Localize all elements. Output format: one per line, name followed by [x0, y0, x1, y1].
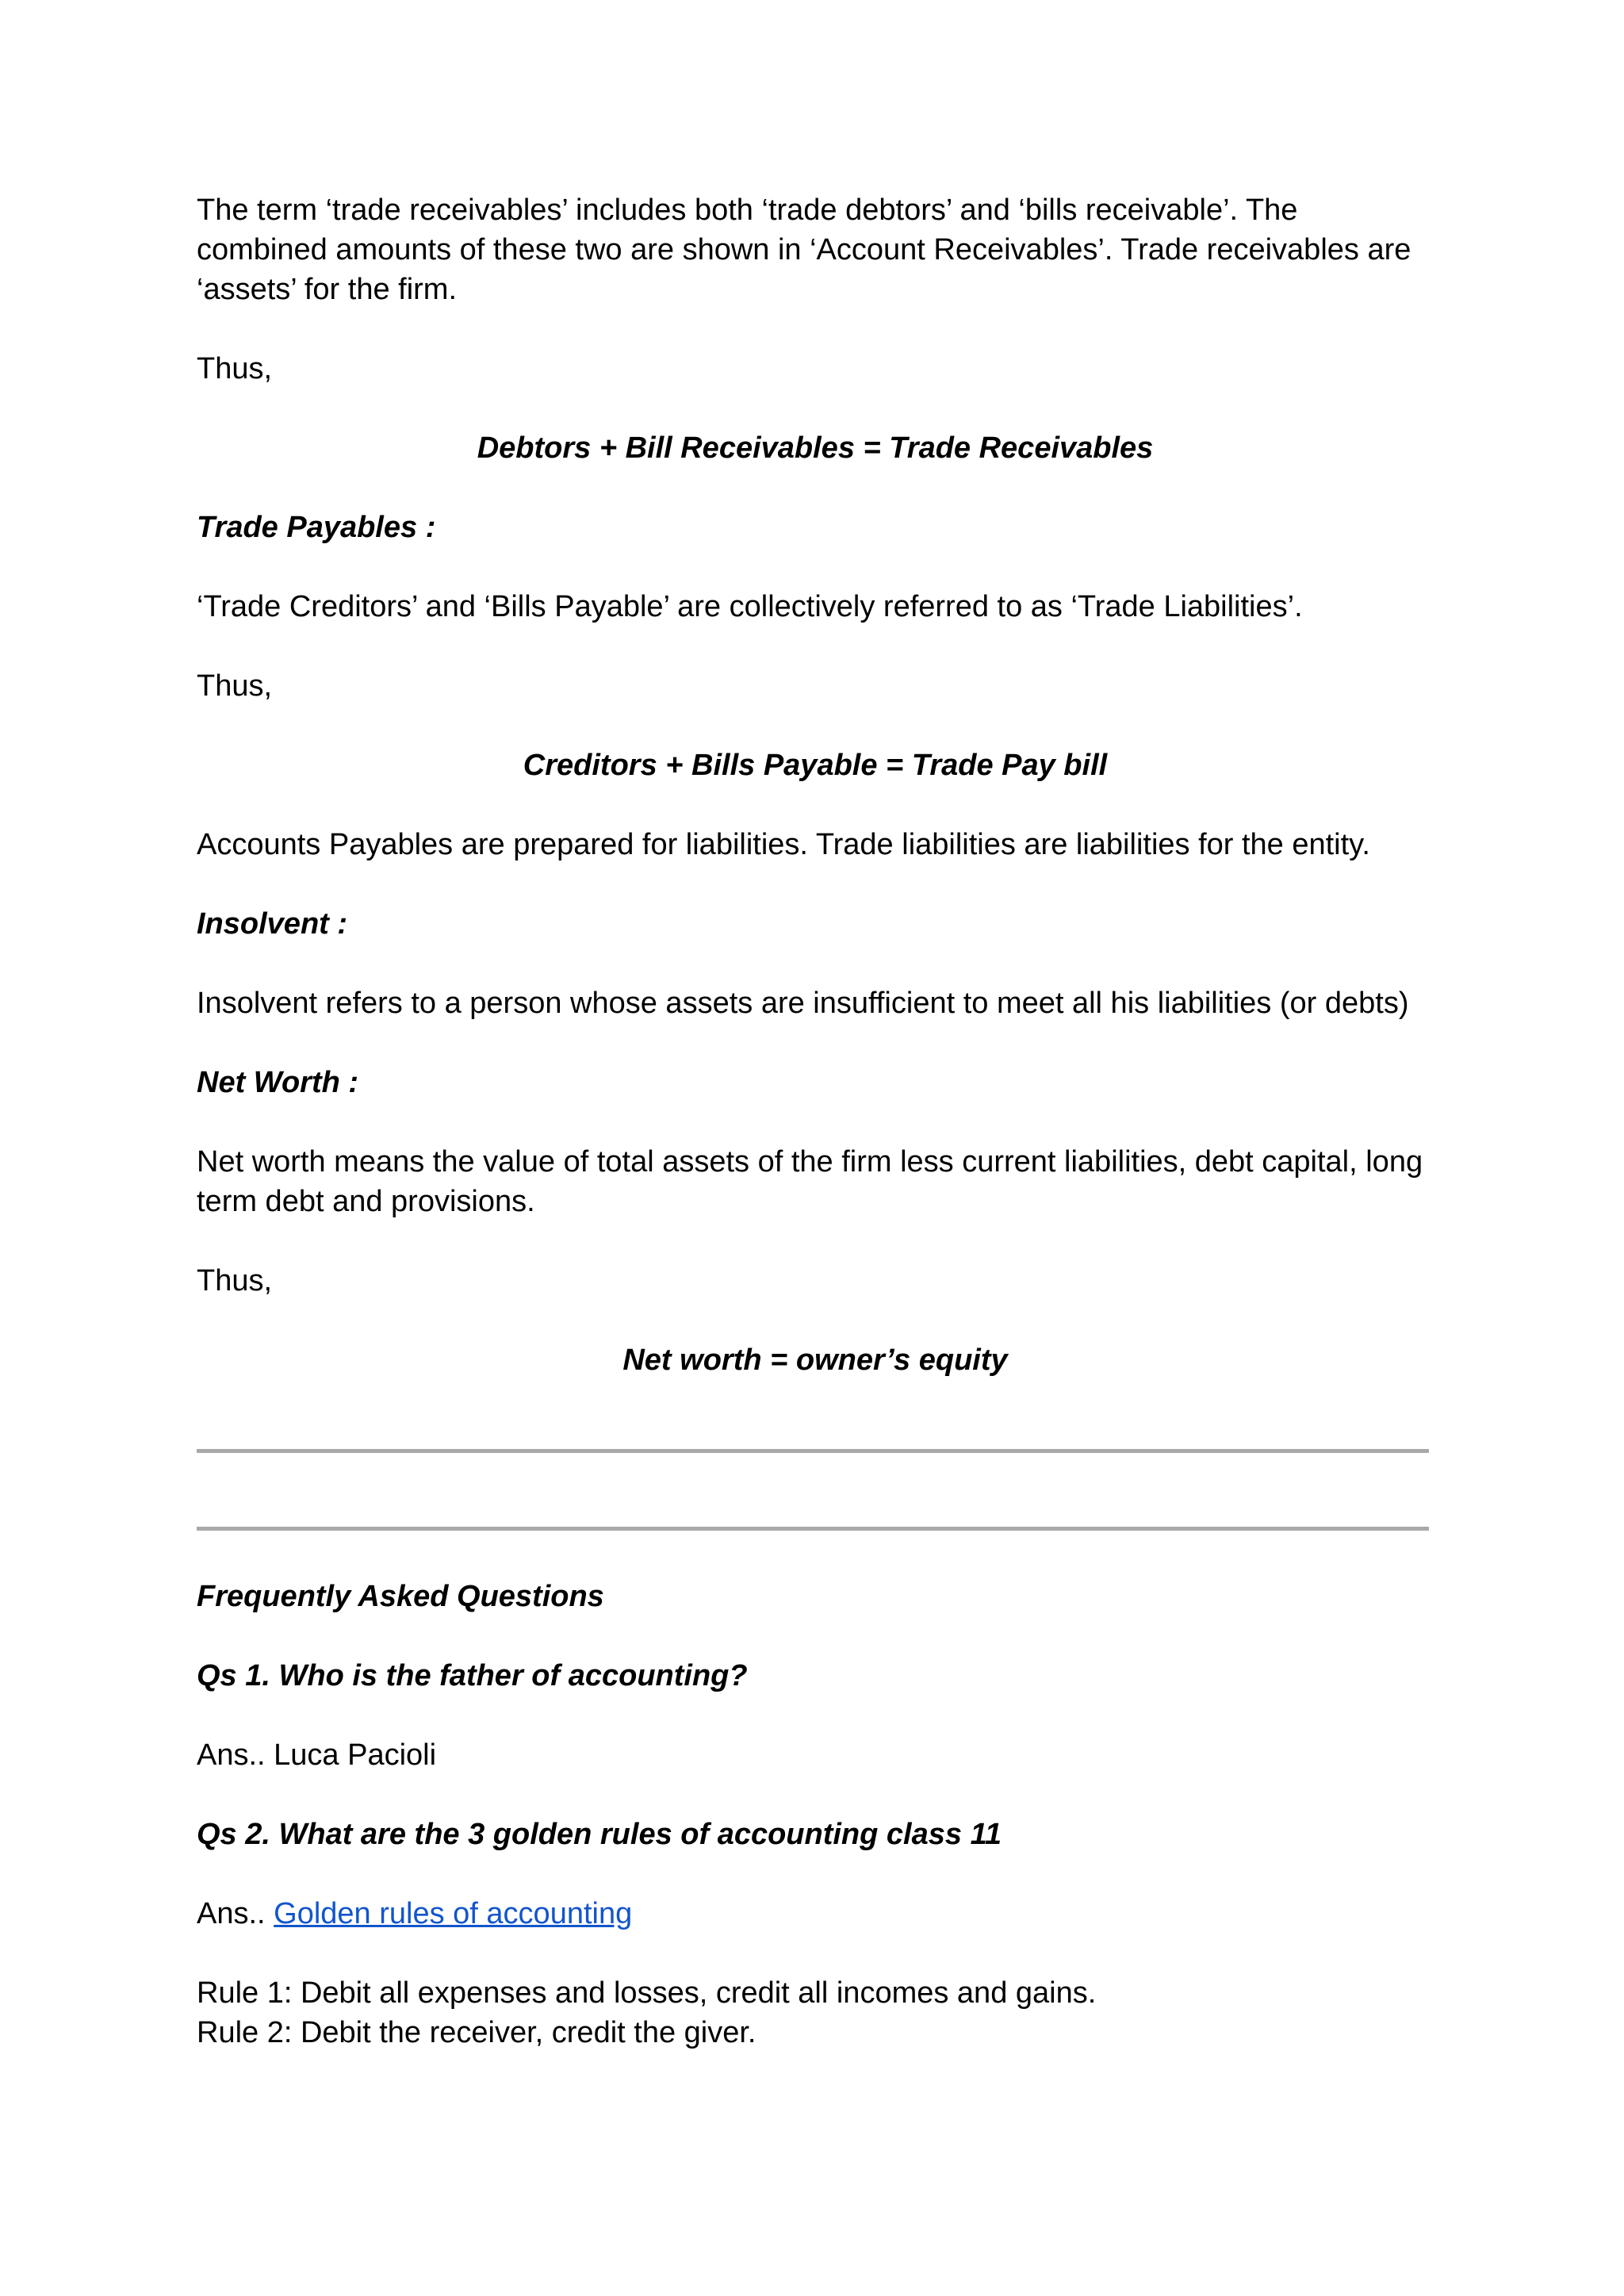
- formula-net-worth: Net worth = owner’s equity: [622, 1343, 1008, 1377]
- faq-answer-2: [197, 1894, 1434, 1934]
- faq-answer-1: Ans.. Luca Pacioli: [197, 1738, 437, 1772]
- intro-paragraph: The term ‘trade receivables’ includes both ‘trade debtors’ and ‘bills receivable’. The combined amounts of these two are shown in ‘Account Receivables’. Trade receivables are ‘assets’ for the firm.: [197, 194, 1411, 306]
- thus-text: Thus,: [197, 1264, 273, 1297]
- heading-trade-payables: Trade Payables :: [197, 511, 436, 544]
- net-worth-paragraph: Net worth means the value of total assets of the firm less current liabilities, debt capital, long term debt and provisions.: [197, 1145, 1423, 1218]
- rule-2-text: Rule 2: Debit the receiver, credit the giver.: [197, 2016, 756, 2049]
- heading-net-worth: Net Worth :: [197, 1066, 359, 1099]
- formula-trade-payables: Creditors + Bills Payable = Trade Pay bill: [523, 749, 1108, 782]
- trade-payables-paragraph: ‘Trade Creditors’ and ‘Bills Payable’ are collectively referred to as ‘Trade Liabilities’.: [197, 590, 1303, 623]
- rule-1-text: Rule 1: Debit all expenses and losses, credit all incomes and gains.: [197, 1976, 1097, 2010]
- horizontal-divider: [197, 1527, 1429, 1531]
- heading-insolvent: Insolvent :: [197, 907, 348, 941]
- horizontal-divider: [197, 1449, 1429, 1453]
- insolvent-paragraph: Insolvent refers to a person whose assets are insufficient to meet all his liabilities (or debts): [197, 987, 1409, 1020]
- formula-trade-receivables: Debtors + Bill Receivables = Trade Receivables: [477, 431, 1154, 465]
- thus-text: Thus,: [197, 669, 273, 703]
- faq-heading: Frequently Asked Questions: [197, 1580, 604, 1613]
- answer-prefix: Ans..: [197, 1897, 274, 1930]
- accounts-payables-paragraph: Accounts Payables are prepared for liabilities. Trade liabilities are liabilities for the entity.: [197, 828, 1370, 861]
- faq-question-1: Qs 1. Who is the father of accounting?: [197, 1659, 748, 1692]
- faq-question-2: Qs 2. What are the 3 golden rules of accounting class 11: [197, 1818, 1002, 1851]
- thus-text: Thus,: [197, 352, 273, 385]
- golden-rules-link[interactable]: Golden rules of accounting: [274, 1897, 633, 1930]
- document-page: [197, 190, 1434, 2053]
